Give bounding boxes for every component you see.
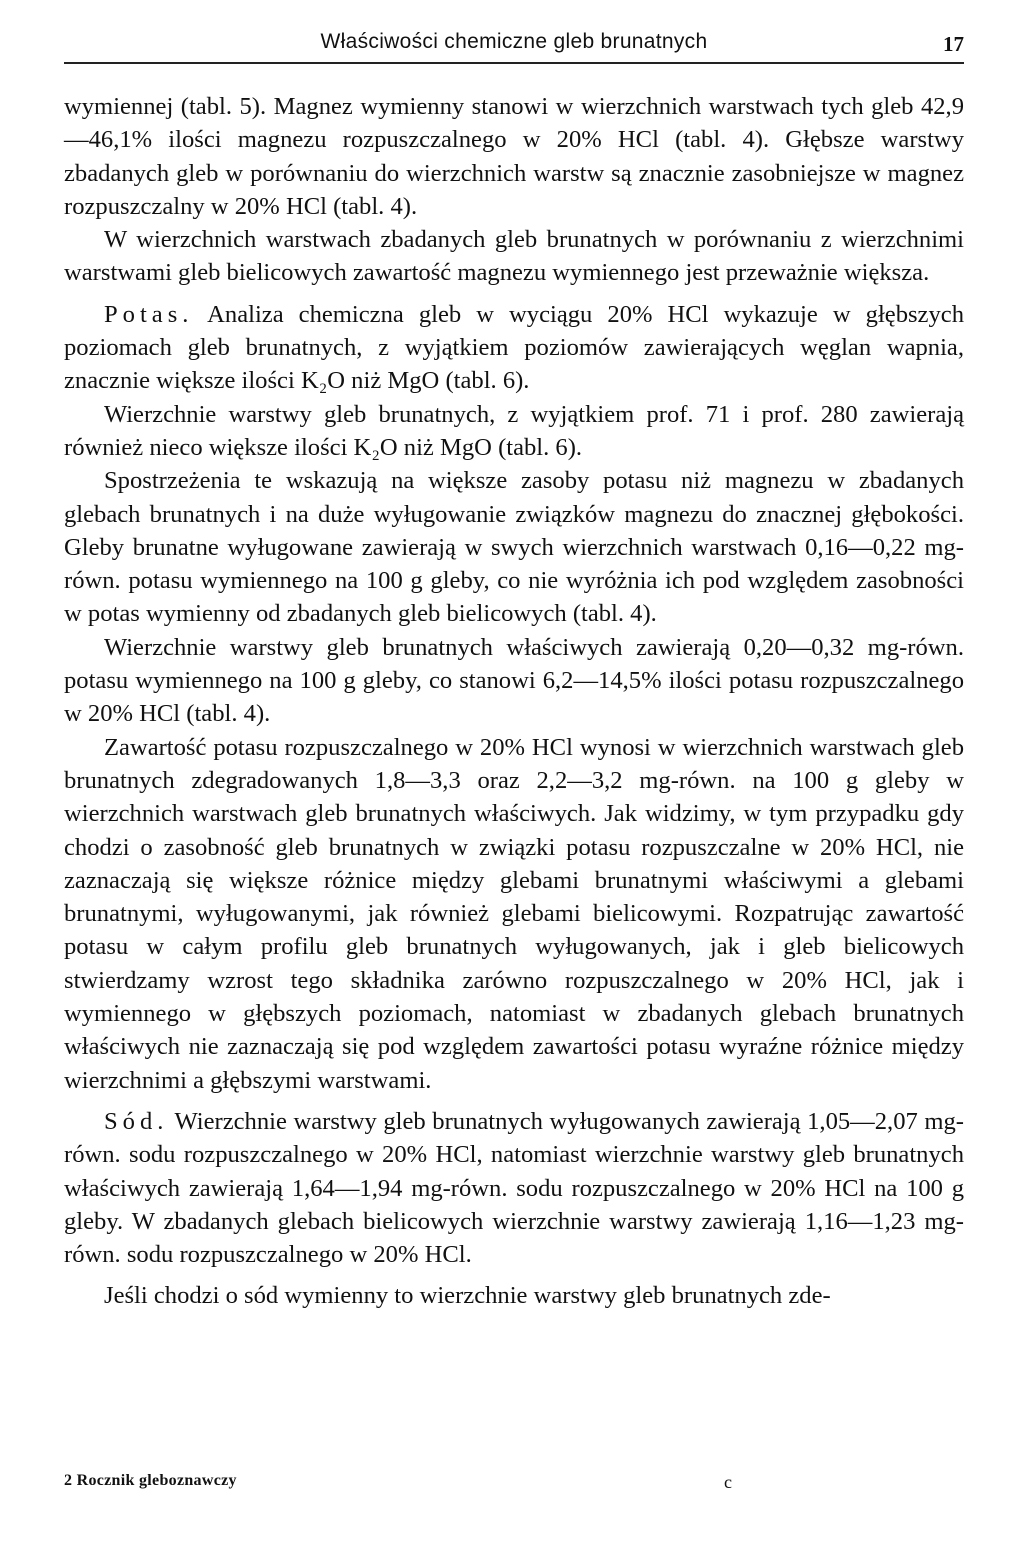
footer-mark: c bbox=[724, 1472, 732, 1492]
page-footer bbox=[64, 1472, 964, 1502]
paragraph-potassium-intro: Potas. Analiza chemiczna gleb w wyciągu 20% HCl wykazuje w głębszych poziomach gleb brunatnych, z wyjątkiem poziomów zawierających węglan wapnia, znacznie większe ilości K₂O niż MgO (tabl. 6). bbox=[64, 300, 964, 395]
page-header bbox=[64, 22, 964, 64]
paragraph-magnesium-comparison: W wierzchnich warstwach zbadanych gleb brunatnych w porównaniu z wierzchnimi warstwami gleb bielicowych zawartość magnezu wymiennego jest przeważnie większa. bbox=[64, 226, 964, 287]
paragraph-observations: Spostrzeżenia te wskazują na większe zasoby potasu niż magnezu w zbadanych glebach brunatnych i na duże wyługowanie związków magnezu do znacznej głębokości. Gleby brunatne wyługowane zawierają w swych wierzchnich warstwach 0,16—0,22 mg-równ. potasu wymiennego na 100 g gleby, co nie wyróżnia ich pod względem zasobności w potas wymienny od zbadanych gleb bielicowych (tabl. 4). bbox=[64, 467, 964, 628]
running-title: Właściwości chemiczne gleb brunatnych bbox=[320, 30, 708, 53]
paragraph-magnesium-continued: wymiennej (tabl. 5). Magnez wymienny stanowi w wierzchnich warstwach tych gleb 42,9—46,1% ilości magnezu rozpuszczalnego w 20% HCl (tabl. 4). Głębsze warstwy zbadanych gleb w porównaniu do wierzchnich warstw są znacznie zasobniejsze w magnez rozpuszczalny w 20% HCl (tabl. 4). bbox=[64, 93, 964, 220]
printer-signature: 2 Rocznik gleboznawczy bbox=[64, 1472, 237, 1489]
paragraph-potassium-proper: Wierzchnie warstwy gleb brunatnych właściwych zawierają 0,20—0,32 mg-równ. potasu wymiennego na 100 g gleby, co stanowi 6,2—14,5% ilości potasu rozpuszczalnego w 20% HCl (tabl. 4). bbox=[64, 633, 964, 728]
body-text bbox=[64, 90, 964, 1313]
section-lead-sodium: Sód. bbox=[104, 1107, 169, 1135]
paragraph-potassium-surface: Wierzchnie warstwy gleb brunatnych, z wyjątkiem prof. 71 i prof. 280 zawierają również nieco większe ilości K₂O niż MgO (tabl. 6). bbox=[64, 400, 964, 461]
paragraph-sodium-intro: Sód. Wierzchnie warstwy gleb brunatnych wyługowanych zawierają 1,05—2,07 mg-równ. sodu rozpuszczalnego w 20% HCl, natomiast wierzchnie warstwy gleb brunatnych właściwych zawierają 1,64—1,94 mg-równ. sodu rozpuszczalnego w 20% HCl na 100 g gleby. W zbadanych glebach bielicowych wierzchnie warstwy zawierają 1,16—1,23 mg-równ. sodu rozpuszczalnego w 20% HCl. bbox=[64, 1107, 964, 1269]
page-number: 17 bbox=[943, 32, 964, 56]
section-lead-potassium: Potas. bbox=[104, 300, 194, 328]
paragraph-sodium-exchangeable: Jeśli chodzi o sód wymienny to wierzchnie warstwy gleb brunatnych zde- bbox=[104, 1282, 831, 1310]
paragraph-potassium-content: Zawartość potasu rozpuszczalnego w 20% HCl wynosi w wierzchnich warstwach gleb brunatnych zdegradowanych 1,8—3,3 oraz 2,2—3,2 mg-równ. na 100 g gleby w wierzchnich warstwach gleb brunatnych właściwych. Jak widzimy, w tym przypadku gdy chodzi o zasobność gleb brunatnych w związki potasu rozpuszczalne w 20% HCl, nie zaznaczają się większe różnice między glebami brunatnymi właściwymi a glebami brunatnymi, wyługowanymi, jak również glebami bielicowymi. Rozpatrując zawartość potasu w całym profilu gleb brunatnych wyługowanych, jak i gleb bielicowych stwierdzamy wzrost tego składnika zarówno rozpuszczalnego w 20% HCl, jak i wymiennego w głębszych poziomach, natomiast w zbadanych glebach brunatnych właściwych nie zaznaczają się pod względem zawartości potasu wyraźne różnice między wierzchnimi a głębszymi warstwami. bbox=[64, 733, 964, 1094]
